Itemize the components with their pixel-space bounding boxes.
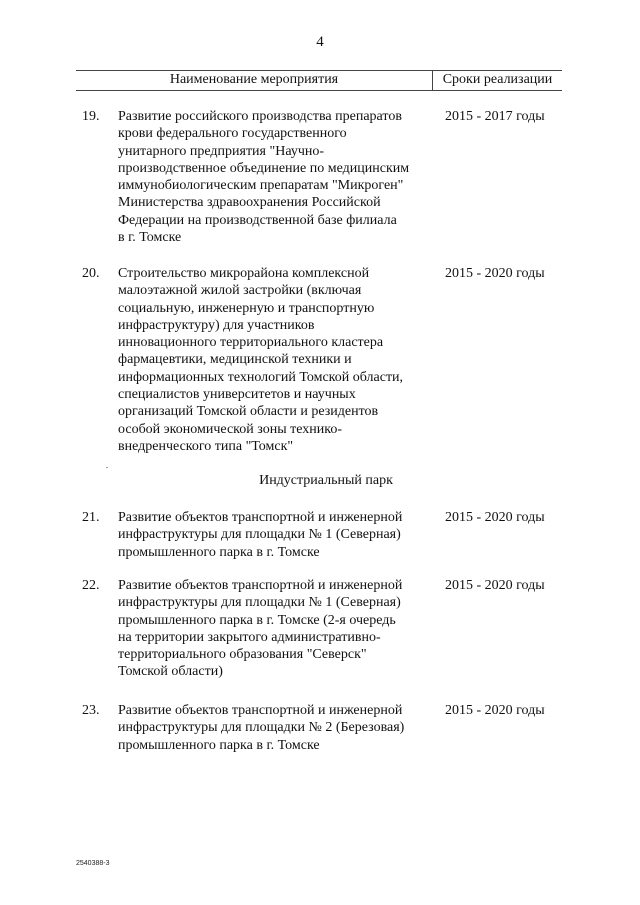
- row-term: 2015 - 2020 годы: [445, 266, 545, 281]
- row-title: Развитие объектов транспортной и инженерной инфраструктуры для площадки № 1 (Северная) промышленного парка в г. Томске (2-я очередь на территории закрытого административно- территориального образования "Северск" Томской области): [118, 578, 403, 680]
- margin-mark: [106, 467, 108, 468]
- row-term: 2015 - 2020 годы: [445, 578, 545, 593]
- row-title: Развитие объектов транспортной и инженерной инфраструктуры для площадки № 1 (Северная) промышленного парка в г. Томске: [118, 510, 403, 560]
- column-header-term: Сроки реализации: [442, 72, 553, 87]
- row-number: 23.: [82, 703, 100, 718]
- row-term: 2015 - 2020 годы: [445, 703, 545, 718]
- row-number: 22.: [82, 578, 100, 593]
- table-header: [76, 70, 562, 91]
- row-number: 20.: [82, 266, 100, 281]
- row-number: 21.: [82, 510, 100, 525]
- document-code: 2540388-3: [76, 860, 110, 867]
- page-number: 4: [316, 34, 324, 50]
- row-number: 19.: [82, 109, 100, 124]
- row-title: Развитие объектов транспортной и инженерной инфраструктуры для площадки № 2 (Березовая) промышленного парка в г. Томске: [118, 703, 405, 753]
- column-header-name: Наименование мероприятия: [169, 72, 339, 87]
- section-heading: [0, 473, 640, 489]
- section-heading-text: Индустриальный парк: [259, 473, 393, 488]
- row-title: Развитие российского производства препаратов крови федерального государственного унитарного предприятия "Научно- производственное объединение по медицинским иммунобиологическим препаратам "Микроген" Министерства здравоохранения Российской Федерации на производственной базе филиала в г. Томске: [118, 109, 410, 246]
- row-title: Строительство микрорайона комплексной малоэтажной жилой застройки (включая социальную, инженерную и транспортную инфраструктуру) для участников инновационного территориального кластера фармацевтики, медицинской техники и информационных технологий Томской области, специалистов университетов и научных организаций Томской области и резидентов особой экономической зоны технико- внедренческого типа "Томск": [118, 266, 404, 454]
- row-term: 2015 - 2017 годы: [445, 109, 545, 124]
- row-term: 2015 - 2020 годы: [445, 510, 545, 525]
